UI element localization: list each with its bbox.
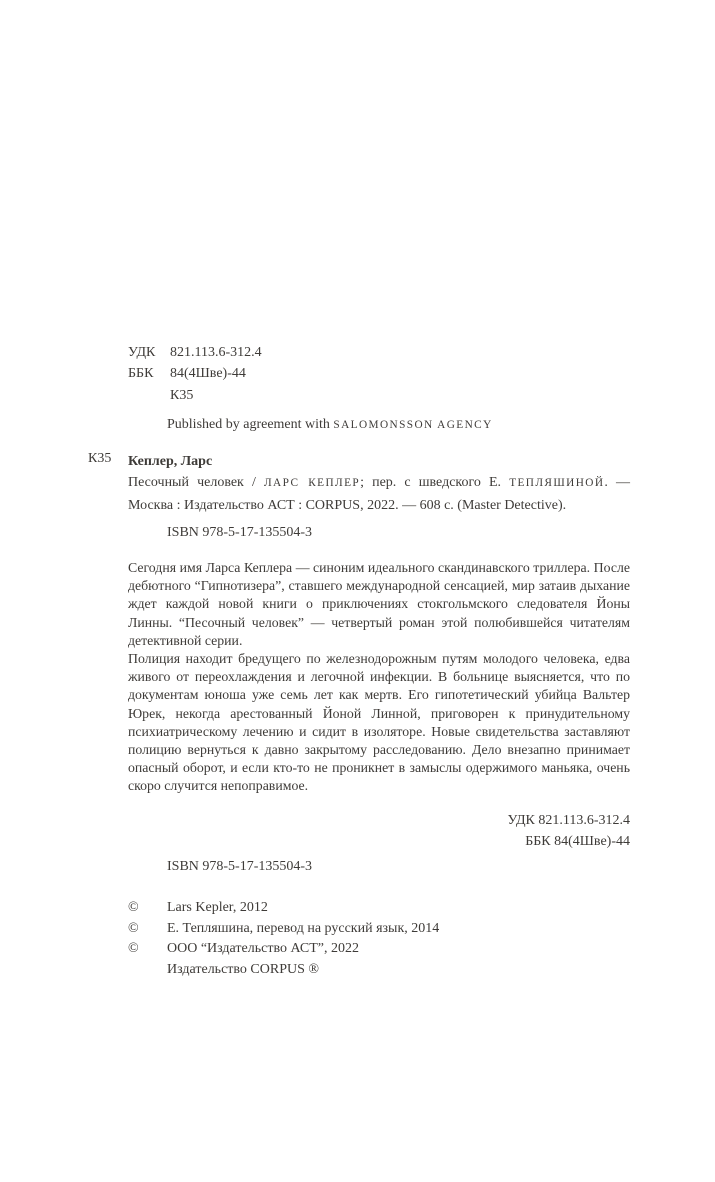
udk-value: 821.113.6-312.4: [170, 345, 262, 360]
copyright-symbol: ©: [128, 941, 139, 957]
copyright-text: Lars Kepler, 2012: [167, 900, 268, 915]
card-title-text: Песочный человек /: [128, 475, 264, 491]
bbk-line: [128, 363, 262, 384]
agreement-text: Published by agreement with: [167, 417, 334, 432]
footer-udk: УДК 821.113.6-312.4: [507, 813, 630, 828]
bbk-label: ББК: [128, 366, 154, 382]
copyright-text: ООО “Издательство АСТ”, 2022: [167, 941, 359, 957]
card-title-translator-name: ТЕПЛЯШИНОЙ: [509, 477, 605, 490]
card-title-author-name: ЛАРС КЕПЛЕР: [264, 477, 361, 490]
copyright-block: [128, 898, 439, 980]
annotation-paragraph-2: Полиция находит бредущего по железнодорожным путям молодого человека, едва живого от переохлаждения и легочной инфекции. В больнице выясняется, что по документам юноша уже семь лет как мертв. Его гипотетический убийца Вальтер Юрек, некогда арестованный Йоной Линной, приговорен к принудительному психиатрическому лечению и сидит в изоляторе. Новые свидетельства заставляют полицию вернуться к давно закрытому расследованию. Дело внезапно принимает опасный оборот, и если кто-то не проникнет в замыслы одержимого маньяка, очень скоро случится непоправимое.: [128, 651, 630, 794]
copyright-text: Е. Тепляшина, перевод на русский язык, 2014: [167, 920, 440, 936]
udk-label: УДК: [128, 345, 156, 360]
head-cataloguing-codes: [128, 342, 262, 406]
footer-cataloguing-codes: [128, 810, 630, 853]
copyright-text: Издательство CORPUS ®: [167, 961, 320, 977]
card-title: [128, 472, 630, 516]
isbn-bottom: ISBN 978-5-17-135504-3: [167, 859, 313, 874]
footer-bbk: ББК 84(4Шве)-44: [525, 834, 630, 850]
annotation: [128, 559, 630, 796]
copyright-symbol: ©: [128, 920, 139, 936]
card-title-dash: . —: [604, 475, 630, 491]
catalog-card: [88, 451, 630, 516]
copyright-row: [128, 919, 439, 940]
card-imprint-line: Москва : Издательство АСТ : CORPUS, 2022. — 608 с. (Master Detective).: [128, 497, 567, 513]
udk-line: [128, 342, 262, 363]
agreement-line: [167, 417, 493, 433]
card-margin-code: К35: [88, 451, 112, 466]
agreement-agency: SALOMONSSON AGENCY: [333, 419, 493, 431]
annotation-paragraph-1: Сегодня имя Ларса Кеплера — синоним идеального скандинавского триллера. После дебютного “Гипнотизера”, ставшего международной сенсацией, мир затаив дыхание ждет каждой новой книги о приключениях стокгольмского следователя Йоны Линны. “Песочный человек” — четвертый роман этой полюбившейся читателям детективной серии.: [128, 560, 630, 648]
card-body: [128, 451, 630, 516]
isbn-top: ISBN 978-5-17-135504-3: [167, 525, 313, 540]
card-author: Кеплер, Ларс: [128, 454, 213, 469]
card-title-translator-pre: ; пер. с шведского Е.: [360, 475, 510, 491]
copyright-row: [128, 960, 439, 981]
copyright-row: [128, 898, 439, 919]
copyright-row: [128, 939, 439, 960]
bbk-value: 84(4Шве)-44: [170, 366, 246, 382]
author-code: К35: [170, 387, 194, 403]
copyright-symbol: ©: [128, 900, 139, 915]
author-code-line: [128, 385, 262, 406]
